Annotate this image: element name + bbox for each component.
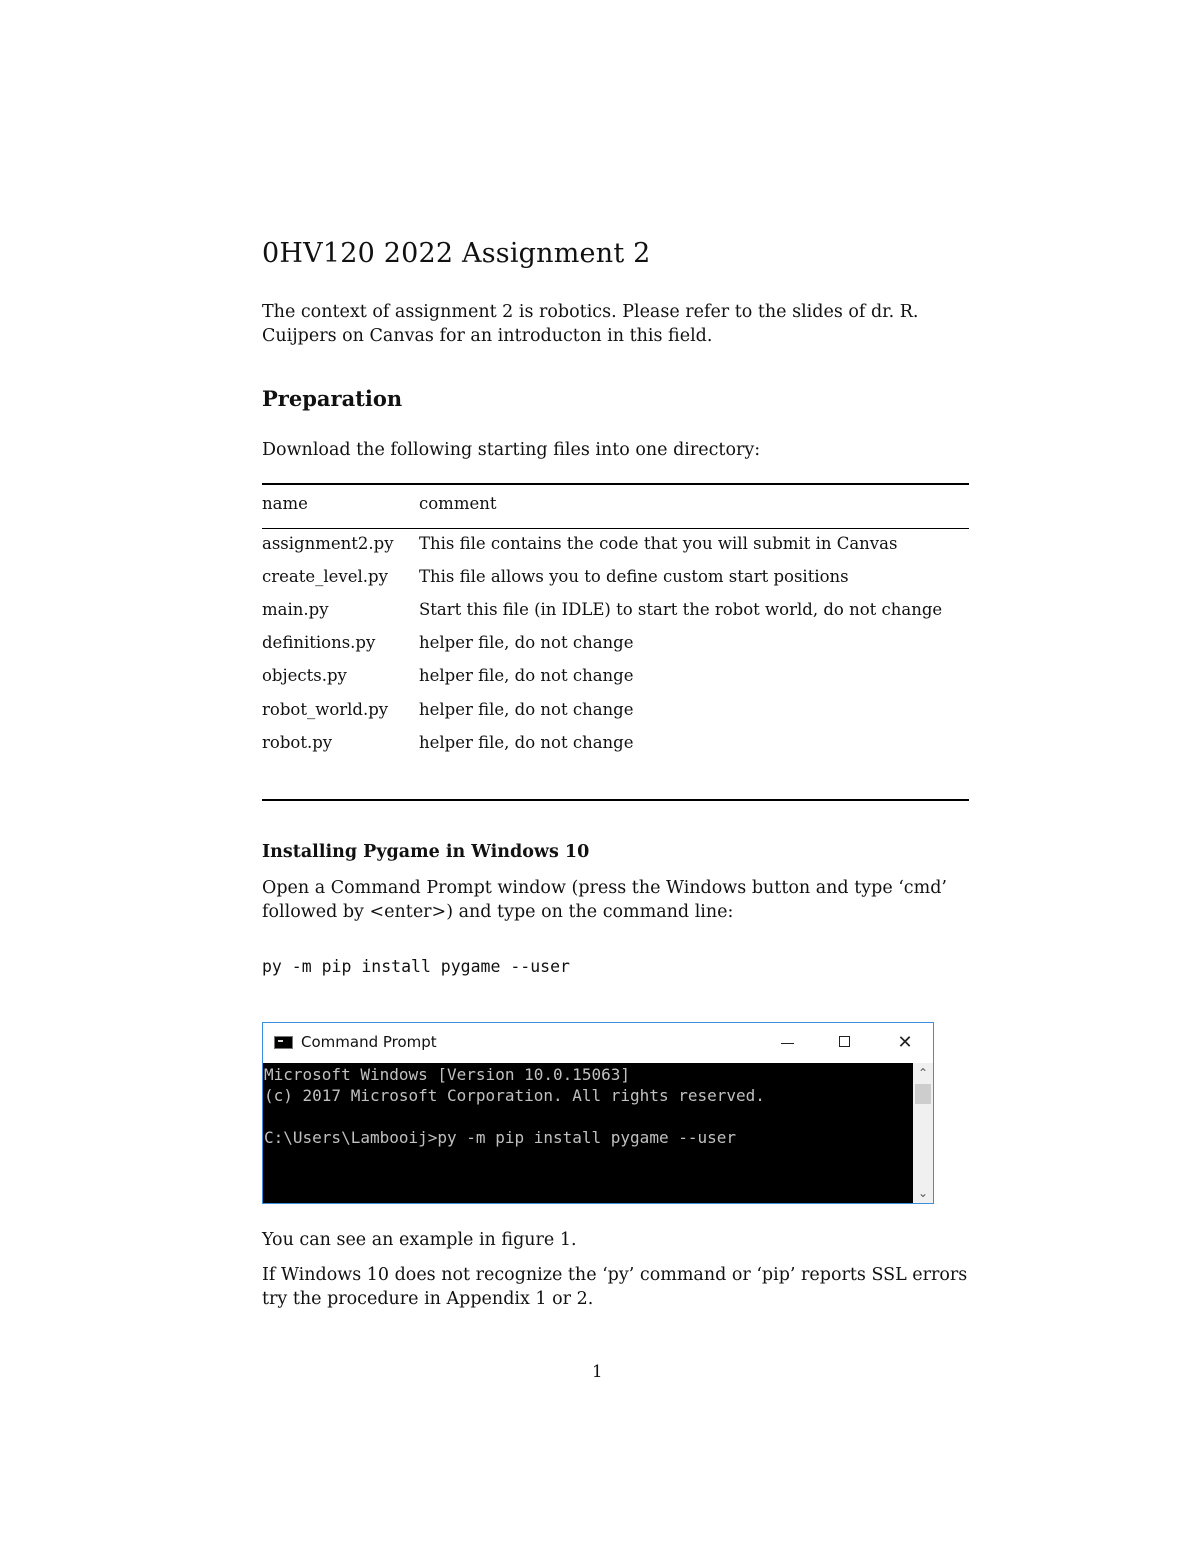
table-cell-filename: main.py xyxy=(262,600,329,619)
table-cell-comment: helper file, do not change xyxy=(419,633,634,652)
table-bottom-rule xyxy=(262,799,969,801)
console-line xyxy=(264,1106,913,1127)
table-cell-filename: objects.py xyxy=(262,666,347,685)
troubleshoot-line-1: If Windows 10 does not recognize the ‘py’ command or ‘pip’ reports SSL errors xyxy=(262,1265,968,1285)
command-prompt-window xyxy=(262,1022,934,1204)
table-cell-comment: This file allows you to define custom start positions xyxy=(419,567,849,586)
maximize-button[interactable] xyxy=(825,1027,865,1059)
table-cell-comment: This file contains the code that you will submit in Canvas xyxy=(419,534,898,553)
table-cell-comment: helper file, do not change xyxy=(419,666,634,685)
download-instructions: Download the following starting files into one directory: xyxy=(262,440,761,460)
document-title: 0HV120 2022 Assignment 2 xyxy=(262,238,651,269)
install-line-2: followed by <enter>) and type on the command line: xyxy=(262,902,734,922)
console-line: C:\Users\Lambooij>py -m pip install pygame --user xyxy=(264,1128,737,1147)
table-cell-filename: robot_world.py xyxy=(262,700,389,719)
page-number: 1 xyxy=(592,1362,603,1381)
table-header-comment: comment xyxy=(419,494,497,513)
command-prompt-title: Command Prompt xyxy=(301,1033,437,1051)
table-header-name: name xyxy=(262,494,308,513)
console-line: Microsoft Windows [Version 10.0.15063] xyxy=(264,1065,631,1084)
intro-line-2: Cuijpers on Canvas for an introducton in this field. xyxy=(262,326,713,346)
table-cell-comment: helper file, do not change xyxy=(419,700,634,719)
console-output[interactable] xyxy=(263,1063,913,1203)
install-command: py -m pip install pygame --user xyxy=(262,957,570,976)
command-prompt-titlebar xyxy=(263,1023,933,1063)
troubleshoot-line-2: try the procedure in Appendix 1 or 2. xyxy=(262,1289,594,1309)
maximize-icon xyxy=(839,1036,850,1047)
close-icon: ✕ xyxy=(897,1032,913,1053)
intro-line-1: The context of assignment 2 is robotics. Please refer to the slides of dr. R. xyxy=(262,302,919,322)
table-top-rule xyxy=(262,483,969,485)
table-header-rule xyxy=(262,528,969,529)
minimize-button[interactable] xyxy=(767,1027,807,1059)
install-line-1: Open a Command Prompt window (press the Windows button and type ‘cmd’ xyxy=(262,878,947,898)
console-scrollbar[interactable] xyxy=(913,1063,933,1203)
minimize-icon xyxy=(781,1043,794,1044)
preparation-heading: Preparation xyxy=(262,386,403,411)
install-heading: Installing Pygame in Windows 10 xyxy=(262,842,590,862)
table-cell-filename: assignment2.py xyxy=(262,534,394,553)
example-reference: You can see an example in figure 1. xyxy=(262,1230,577,1250)
scroll-up-icon[interactable]: ⌃ xyxy=(917,1066,929,1080)
console-line: (c) 2017 Microsoft Corporation. All rights reserved. xyxy=(264,1086,765,1105)
scrollbar-thumb[interactable] xyxy=(915,1084,931,1104)
table-cell-filename: definitions.py xyxy=(262,633,376,652)
table-cell-comment: helper file, do not change xyxy=(419,733,634,752)
table-cell-filename: create_level.py xyxy=(262,567,388,586)
cmd-icon xyxy=(274,1036,293,1049)
table-cell-filename: robot.py xyxy=(262,733,333,752)
close-button[interactable] xyxy=(885,1027,925,1059)
scroll-down-icon[interactable]: ⌄ xyxy=(917,1186,929,1200)
table-cell-comment: Start this file (in IDLE) to start the robot world, do not change xyxy=(419,600,943,619)
